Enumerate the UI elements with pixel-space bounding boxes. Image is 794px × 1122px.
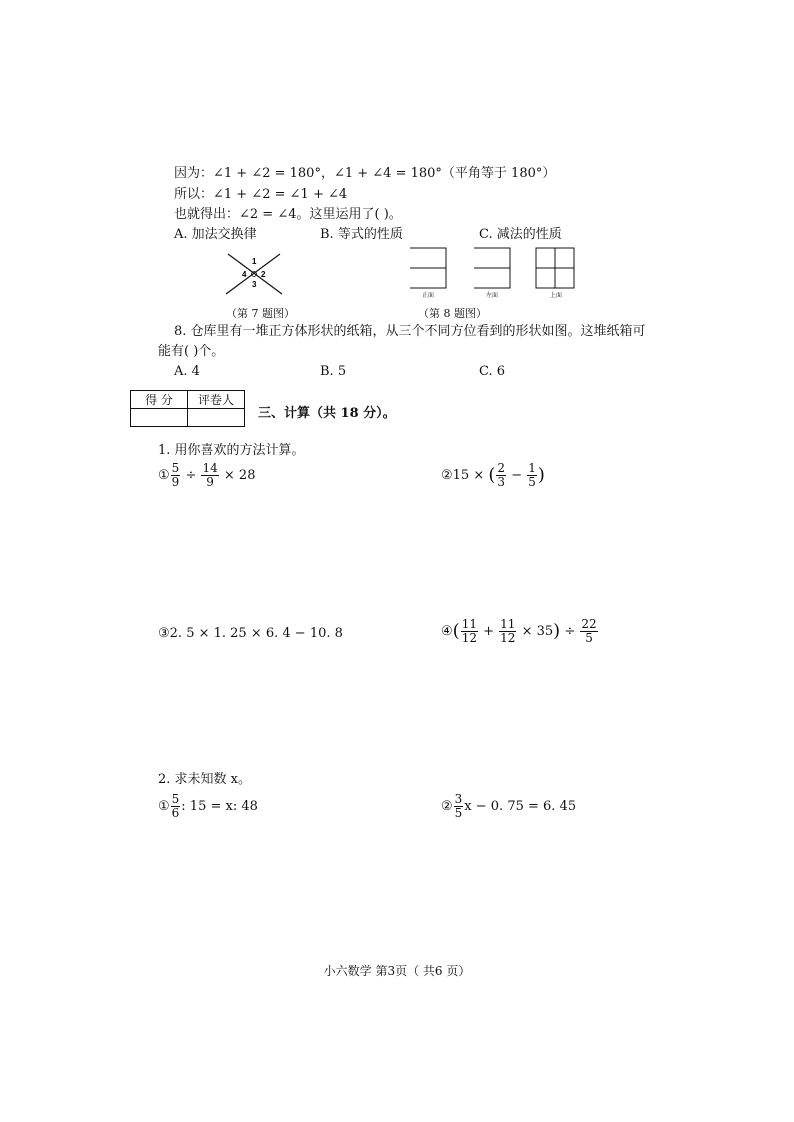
- denominator: 5: [585, 631, 593, 645]
- denominator: 5: [528, 475, 536, 489]
- open-paren: (: [452, 620, 460, 642]
- q7-angle-1: 1: [252, 257, 257, 266]
- denominator: 9: [206, 475, 214, 489]
- fraction: [499, 618, 516, 645]
- denominator: 12: [500, 631, 516, 645]
- q8-option-c: C. 6: [479, 364, 506, 379]
- q7-angle-4: 4: [242, 270, 247, 279]
- left-view: [474, 248, 510, 288]
- denominator: 5: [454, 806, 463, 820]
- view-label-front: 正面: [421, 292, 434, 299]
- top-view: [536, 248, 574, 288]
- expression-tail: x − 0. 75 = 6. 45: [464, 798, 577, 814]
- operator: ÷: [564, 623, 576, 639]
- operator: +: [483, 623, 495, 639]
- denominator: 9: [171, 475, 180, 489]
- operator: −: [511, 467, 523, 483]
- fraction: [527, 462, 537, 489]
- q8-figure-caption: （第 8 题图）: [418, 307, 487, 320]
- expression-mid: × 35: [521, 623, 554, 639]
- score-box: [130, 390, 245, 427]
- fraction: [201, 462, 218, 489]
- page-footer: 小六数学 第3页（ 共6 页）: [323, 964, 471, 978]
- calc1-problem-3: ③2. 5 × 1. 25 × 6. 4 − 10. 8: [158, 626, 343, 641]
- q8-text-line1: 8. 仓库里有一堆正方体形状的纸箱，从三个不同方位看到的形状如图。这堆纸箱可: [174, 324, 646, 339]
- grader-header: 评卷人: [188, 391, 245, 409]
- q7-angle-figure: [222, 250, 286, 296]
- operator: ÷: [185, 467, 197, 483]
- open-paren: (: [488, 464, 496, 486]
- fraction: [580, 618, 597, 645]
- problem-mark: ①: [158, 798, 170, 814]
- numerator: 5: [171, 792, 180, 806]
- q7-figure-caption: （第 7 题图）: [226, 307, 295, 320]
- grader-cell[interactable]: [188, 409, 245, 427]
- numerator: 11: [461, 617, 477, 631]
- q8-option-b: B. 5: [320, 364, 347, 379]
- view-label-left: 左面: [485, 292, 498, 299]
- q7-option-b: B. 等式的性质: [320, 227, 403, 242]
- fraction: [454, 793, 464, 820]
- score-cell[interactable]: [131, 409, 188, 427]
- fraction: [496, 462, 506, 489]
- q8-option-a: A. 4: [174, 364, 200, 379]
- numerator: 14: [202, 461, 218, 475]
- calc2-problem-1: [158, 793, 258, 820]
- expression-tail: × 28: [223, 467, 256, 483]
- calc1-heading: 1. 用你喜欢的方法计算。: [158, 443, 305, 458]
- fraction: [461, 618, 478, 645]
- problem-mark: ②: [441, 467, 453, 483]
- fraction: [171, 793, 181, 820]
- score-header: 得 分: [131, 391, 188, 409]
- q7-line3: 也就得出：∠2 = ∠4。这里运用了( )。: [174, 207, 402, 222]
- front-view: [410, 248, 446, 288]
- expression-tail: : 15 = x: 48: [181, 798, 258, 814]
- close-paren: ): [553, 620, 561, 642]
- problem-mark: ①: [158, 467, 170, 483]
- q7-angle-2: 2: [261, 270, 266, 279]
- denominator: 6: [171, 806, 180, 820]
- numerator: 11: [500, 617, 516, 631]
- numerator: 3: [454, 792, 463, 806]
- q7-line2: 所以：∠1 + ∠2 = ∠1 + ∠4: [174, 187, 348, 202]
- calc1-problem-4: [441, 618, 599, 645]
- denominator: 12: [461, 631, 477, 645]
- view-label-top: 上面: [549, 292, 562, 299]
- expression-lead: 15 ×: [452, 467, 485, 483]
- q8-text-line2: 能有( )个。: [158, 344, 225, 359]
- q7-line1: 因为：∠1 + ∠2 = 180°，∠1 + ∠4 = 180°（平角等于 180°）: [174, 166, 556, 181]
- numerator: 22: [581, 617, 597, 631]
- calc1-problem-1: [158, 462, 255, 489]
- numerator: 1: [528, 461, 536, 475]
- fraction: [171, 462, 181, 489]
- numerator: 2: [497, 461, 506, 475]
- denominator: 3: [497, 475, 506, 489]
- calc2-heading: 2. 求未知数 x。: [158, 772, 251, 787]
- calc2-problem-2: [441, 793, 576, 820]
- problem-mark: ②: [441, 798, 453, 814]
- section3-title: 三、计算（共 18 分）。: [258, 406, 396, 421]
- q7-angle-3: 3: [252, 280, 257, 289]
- close-paren: ): [537, 464, 545, 486]
- q7-option-c: C. 减法的性质: [479, 227, 562, 242]
- q7-option-a: A. 加法交换律: [174, 227, 257, 242]
- problem-mark: ④: [441, 623, 453, 639]
- numerator: 5: [171, 461, 180, 475]
- calc1-problem-2: [441, 462, 545, 489]
